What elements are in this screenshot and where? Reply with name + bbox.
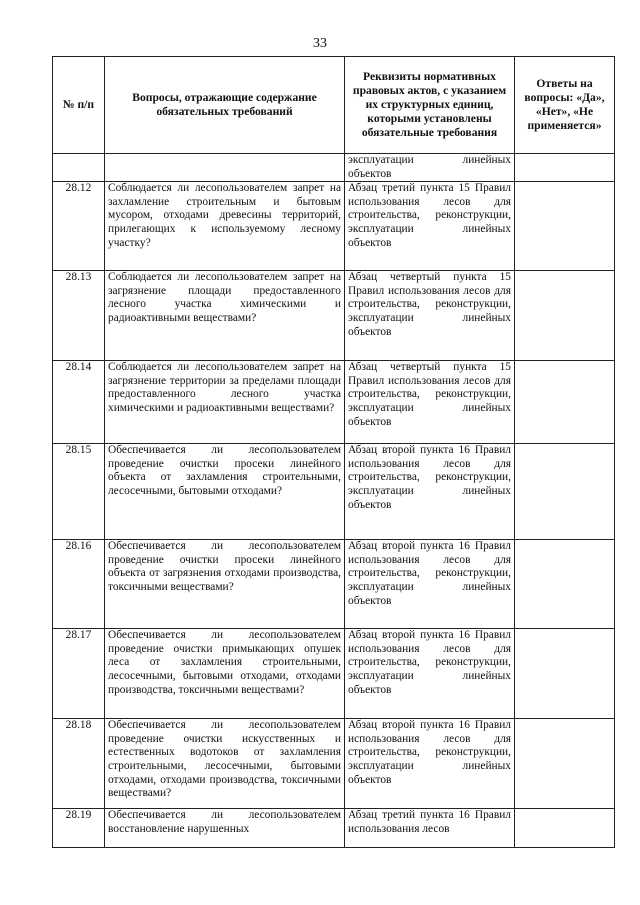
- table-row: [53, 444, 615, 540]
- answer-cell[interactable]: [515, 629, 615, 719]
- row-requisites: Абзац третий пункта 15 Правил использования лесов для строительства, реконструкции, эксплуатации линейных объектов: [345, 182, 515, 271]
- row-requisites: Абзац второй пункта 16 Правил использования лесов для строительства, реконструкции, эксплуатации линейных объектов: [345, 444, 515, 540]
- row-number: 28.15: [53, 444, 105, 540]
- header-question: Вопросы, отражающие содержание обязательных требований: [105, 57, 345, 154]
- answer-cell[interactable]: [515, 154, 615, 182]
- row-question: [105, 154, 345, 182]
- requirements-table: [52, 56, 615, 848]
- row-question: Обеспечивается ли лесопользователем проведение очистки примыкающих опушек леса от захламления строительными, лесосечными, бытовыми отходами, отходами производства, токсичными веществами?: [105, 629, 345, 719]
- answer-cell[interactable]: [515, 719, 615, 809]
- table-row: [53, 629, 615, 719]
- row-question: Соблюдается ли лесопользователем запрет на захламление строительным и бытовым мусором, отходами древесины территорий, прилегающих к используемому лесному участку?: [105, 182, 345, 271]
- answer-cell[interactable]: [515, 540, 615, 629]
- row-requisites: эксплуатации линейных объектов: [345, 154, 515, 182]
- row-number: 28.12: [53, 182, 105, 271]
- row-number: 28.16: [53, 540, 105, 629]
- row-question: Обеспечивается ли лесопользователем проведение очистки просеки линейного объекта от захламления строительными, лесосечными, бытовыми отходами?: [105, 444, 345, 540]
- row-requisites: Абзац второй пункта 16 Правил использования лесов для строительства, реконструкции, эксплуатации линейных объектов: [345, 540, 515, 629]
- row-number: 28.14: [53, 361, 105, 444]
- header-number: № п/п: [53, 57, 105, 154]
- table-row: [53, 540, 615, 629]
- header-answers: Ответы на вопросы: «Да», «Нет», «Не применяется»: [515, 57, 615, 154]
- continuation-row: [53, 154, 615, 182]
- row-number: 28.19: [53, 809, 105, 848]
- table-row: [53, 719, 615, 809]
- row-requisites: Абзац третий пункта 16 Правил использования лесов: [345, 809, 515, 848]
- header-requisites: Реквизиты нормативных правовых актов, с указанием их структурных единиц, которыми установлены обязательные требования: [345, 57, 515, 154]
- table-row: [53, 809, 615, 848]
- answer-cell[interactable]: [515, 809, 615, 848]
- table-row: [53, 182, 615, 271]
- row-requisites: Абзац четвертый пункта 15 Правил использования лесов для строительства, реконструкции, эксплуатации линейных объектов: [345, 361, 515, 444]
- row-question: Обеспечивается ли лесопользователем проведение очистки искусственных и естественных водотоков от захламления строительными, лесосечными, бытовыми отходами, отходами производства, токсичными веществами?: [105, 719, 345, 809]
- row-number: 28.18: [53, 719, 105, 809]
- row-number: 28.13: [53, 271, 105, 361]
- table-row: [53, 271, 615, 361]
- answer-cell[interactable]: [515, 361, 615, 444]
- row-question: Обеспечивается ли лесопользователем проведение очистки просеки линейного объекта от загрязнения отходами производства, токсичными веществами?: [105, 540, 345, 629]
- row-requisites: Абзац четвертый пункта 15 Правил использования лесов для строительства, реконструкции, эксплуатации линейных объектов: [345, 271, 515, 361]
- table-row: [53, 361, 615, 444]
- row-requisites: Абзац второй пункта 16 Правил использования лесов для строительства, реконструкции, эксплуатации линейных объектов: [345, 719, 515, 809]
- row-question: Соблюдается ли лесопользователем запрет на загрязнение территории за пределами площади предоставленного лесного участка химическими и радиоактивными веществами?: [105, 361, 345, 444]
- answer-cell[interactable]: [515, 271, 615, 361]
- row-question: Соблюдается ли лесопользователем запрет на загрязнение площади предоставленного лесного участка химическими и радиоактивными веществами?: [105, 271, 345, 361]
- row-requisites: Абзац второй пункта 16 Правил использования лесов для строительства, реконструкции, эксплуатации линейных объектов: [345, 629, 515, 719]
- table-header-row: [53, 57, 615, 154]
- page-number: 33: [313, 36, 327, 51]
- answer-cell[interactable]: [515, 182, 615, 271]
- row-number: [53, 154, 105, 182]
- answer-cell[interactable]: [515, 444, 615, 540]
- row-number: 28.17: [53, 629, 105, 719]
- row-question: Обеспечивается ли лесопользователем восстановление нарушенных: [105, 809, 345, 848]
